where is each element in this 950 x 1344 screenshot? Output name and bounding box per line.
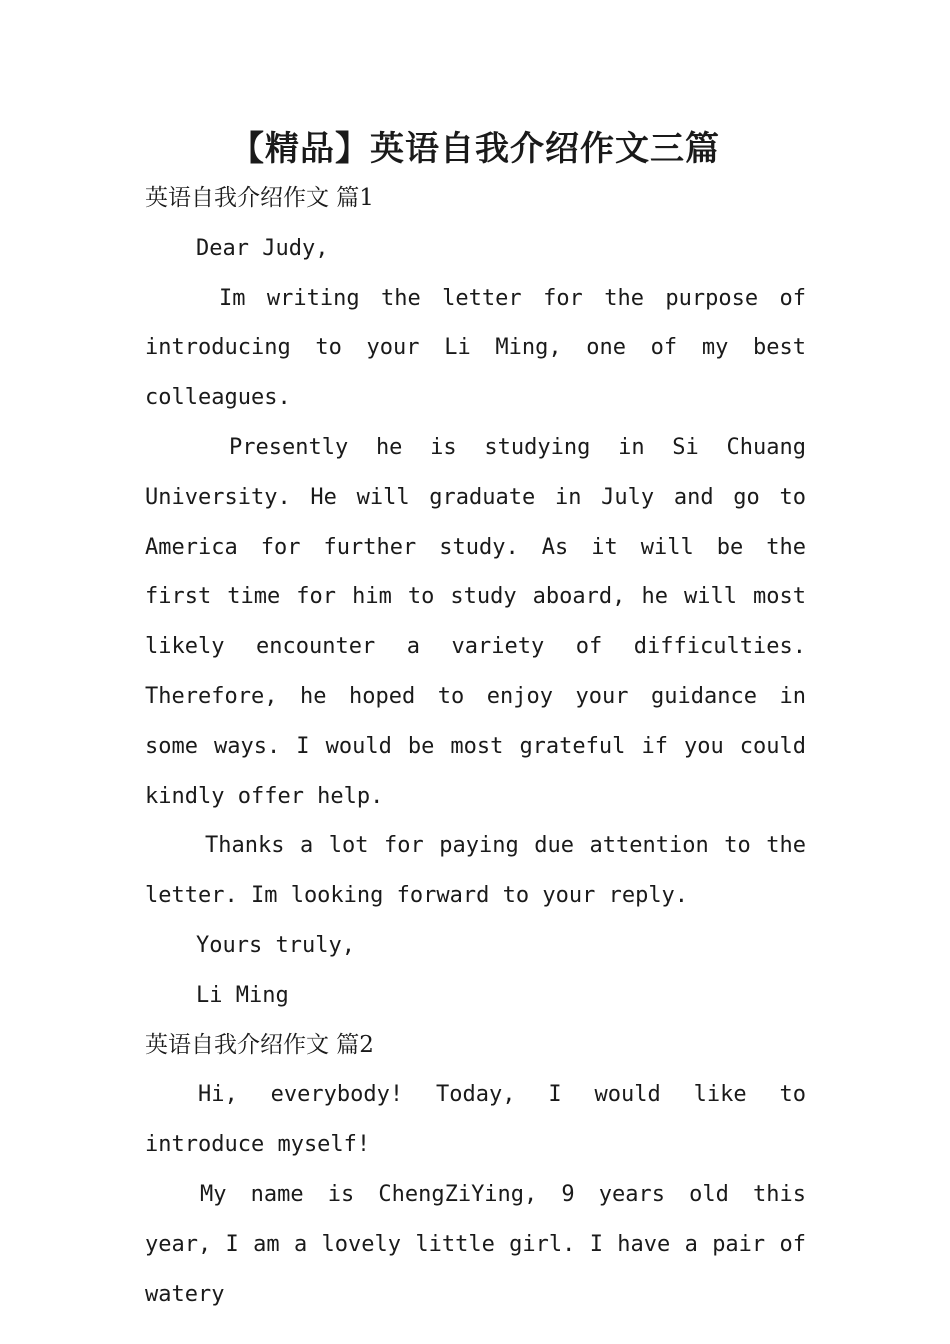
section-heading: 英语自我介绍作文 篇2	[145, 1031, 374, 1058]
signature: Li Ming	[196, 982, 289, 1008]
document-title: 【精品】英语自我介绍作文三篇	[230, 129, 720, 169]
section-1	[145, 174, 806, 1021]
salutation: Dear Judy,	[196, 235, 329, 261]
closing: Yours truly,	[196, 932, 355, 958]
paragraph: My name is ChengZiYing, 9 years old this year, I am a lovely little girl. I have a pair of watery	[145, 1181, 806, 1307]
paragraph: Im writing the letter for the purpose of introducing to your Li Ming, one of my best colleagues.	[145, 285, 806, 411]
paragraph: Presently he is studying in Si Chuang University. He will graduate in July and go to America for further study. As it will be the first time for him to study aboard, he will most likely encounter a variety of difficulties. Therefore, he hoped to enjoy your guidance in some ways. I would be most grateful if you could kindly offer help.	[145, 434, 806, 809]
paragraph: Hi, everybody! Today, I would like to introduce myself!	[145, 1082, 806, 1158]
section-heading: 英语自我介绍作文 篇1	[145, 185, 374, 211]
paragraph: Thanks a lot for paying due attention to the letter. Im looking forward to your reply.	[145, 833, 806, 909]
document-body	[145, 174, 806, 1319]
section-2	[145, 1021, 806, 1320]
